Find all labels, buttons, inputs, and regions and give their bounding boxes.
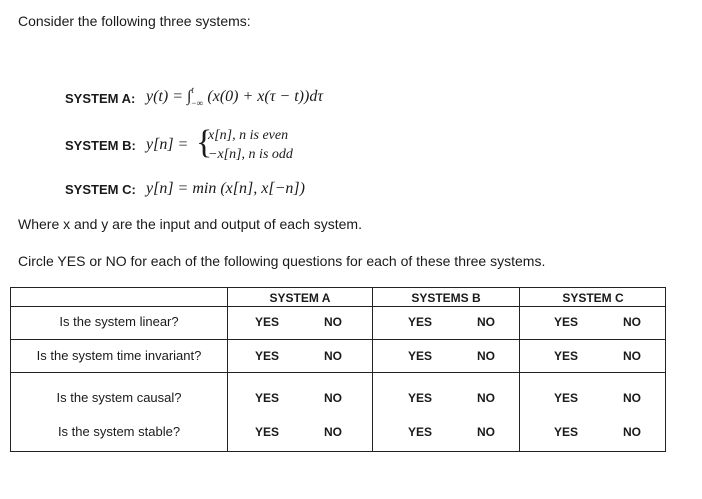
question-stable: Is the system stable?: [57, 424, 181, 439]
b-linear-yes[interactable]: YES: [407, 315, 432, 329]
b-causal-no[interactable]: NO: [477, 391, 495, 405]
c-stable-no[interactable]: NO: [623, 425, 641, 439]
b-stable-yes[interactable]: YES: [407, 425, 432, 439]
a-ti-yes[interactable]: YES: [254, 349, 279, 363]
system-c-equation: y[n] = min (x[n], x[−n]): [146, 180, 305, 197]
b-ti-no[interactable]: NO: [477, 349, 495, 363]
system-b-lhs: y[n] =: [146, 136, 189, 153]
header-system-a: SYSTEM A: [269, 291, 331, 305]
intro-text: Consider the following three systems:: [18, 13, 251, 29]
question-time-invariant: Is the system time invariant?: [36, 348, 202, 363]
b-ti-yes[interactable]: YES: [407, 349, 432, 363]
c-causal-yes[interactable]: YES: [553, 391, 578, 405]
header-system-b: SYSTEMS B: [411, 291, 481, 305]
a-stable-no[interactable]: NO: [324, 425, 342, 439]
system-c-label: SYSTEM C:: [65, 182, 136, 197]
b-linear-no[interactable]: NO: [477, 315, 495, 329]
table-row-divider: [10, 372, 666, 373]
a-linear-no[interactable]: NO: [324, 315, 342, 329]
b-stable-no[interactable]: NO: [477, 425, 495, 439]
a-causal-yes[interactable]: YES: [254, 391, 279, 405]
table-header-divider: [10, 306, 666, 307]
table-row-divider: [10, 339, 666, 340]
c-linear-yes[interactable]: YES: [553, 315, 578, 329]
system-b-brace: {: [196, 124, 213, 161]
header-system-c: SYSTEM C: [562, 291, 624, 305]
c-ti-no[interactable]: NO: [623, 349, 641, 363]
c-causal-no[interactable]: NO: [623, 391, 641, 405]
integral-lower-limit: −∞: [191, 98, 203, 108]
system-a-lhs: y(t) =: [146, 88, 183, 105]
c-ti-yes[interactable]: YES: [553, 349, 578, 363]
question-linear: Is the system linear?: [59, 314, 179, 329]
c-linear-no[interactable]: NO: [623, 315, 641, 329]
question-causal: Is the system causal?: [56, 390, 182, 405]
system-b-case-odd: −x[n], n is odd: [208, 147, 293, 162]
system-a-label: SYSTEM A:: [65, 91, 136, 106]
a-stable-yes[interactable]: YES: [254, 425, 279, 439]
system-a-integrand: (x(0) + x(τ − t))dτ: [207, 88, 324, 105]
b-causal-yes[interactable]: YES: [407, 391, 432, 405]
a-causal-no[interactable]: NO: [324, 391, 342, 405]
a-linear-yes[interactable]: YES: [254, 315, 279, 329]
a-ti-no[interactable]: NO: [324, 349, 342, 363]
table-divider: [227, 287, 228, 452]
system-b-case-even: x[n], n is even: [208, 128, 289, 143]
integral-upper-limit: t: [191, 85, 194, 95]
system-b-label: SYSTEM B:: [65, 138, 136, 153]
c-stable-yes[interactable]: YES: [553, 425, 578, 439]
where-text: Where x and y are the input and output of each system.: [18, 216, 362, 232]
table-divider: [519, 287, 520, 452]
instructions-text: Circle YES or NO for each of the following questions for each of these three systems.: [18, 253, 546, 269]
table-divider: [372, 287, 373, 452]
integral-sign: ∫: [187, 88, 192, 105]
system-a-equation: [146, 85, 324, 108]
